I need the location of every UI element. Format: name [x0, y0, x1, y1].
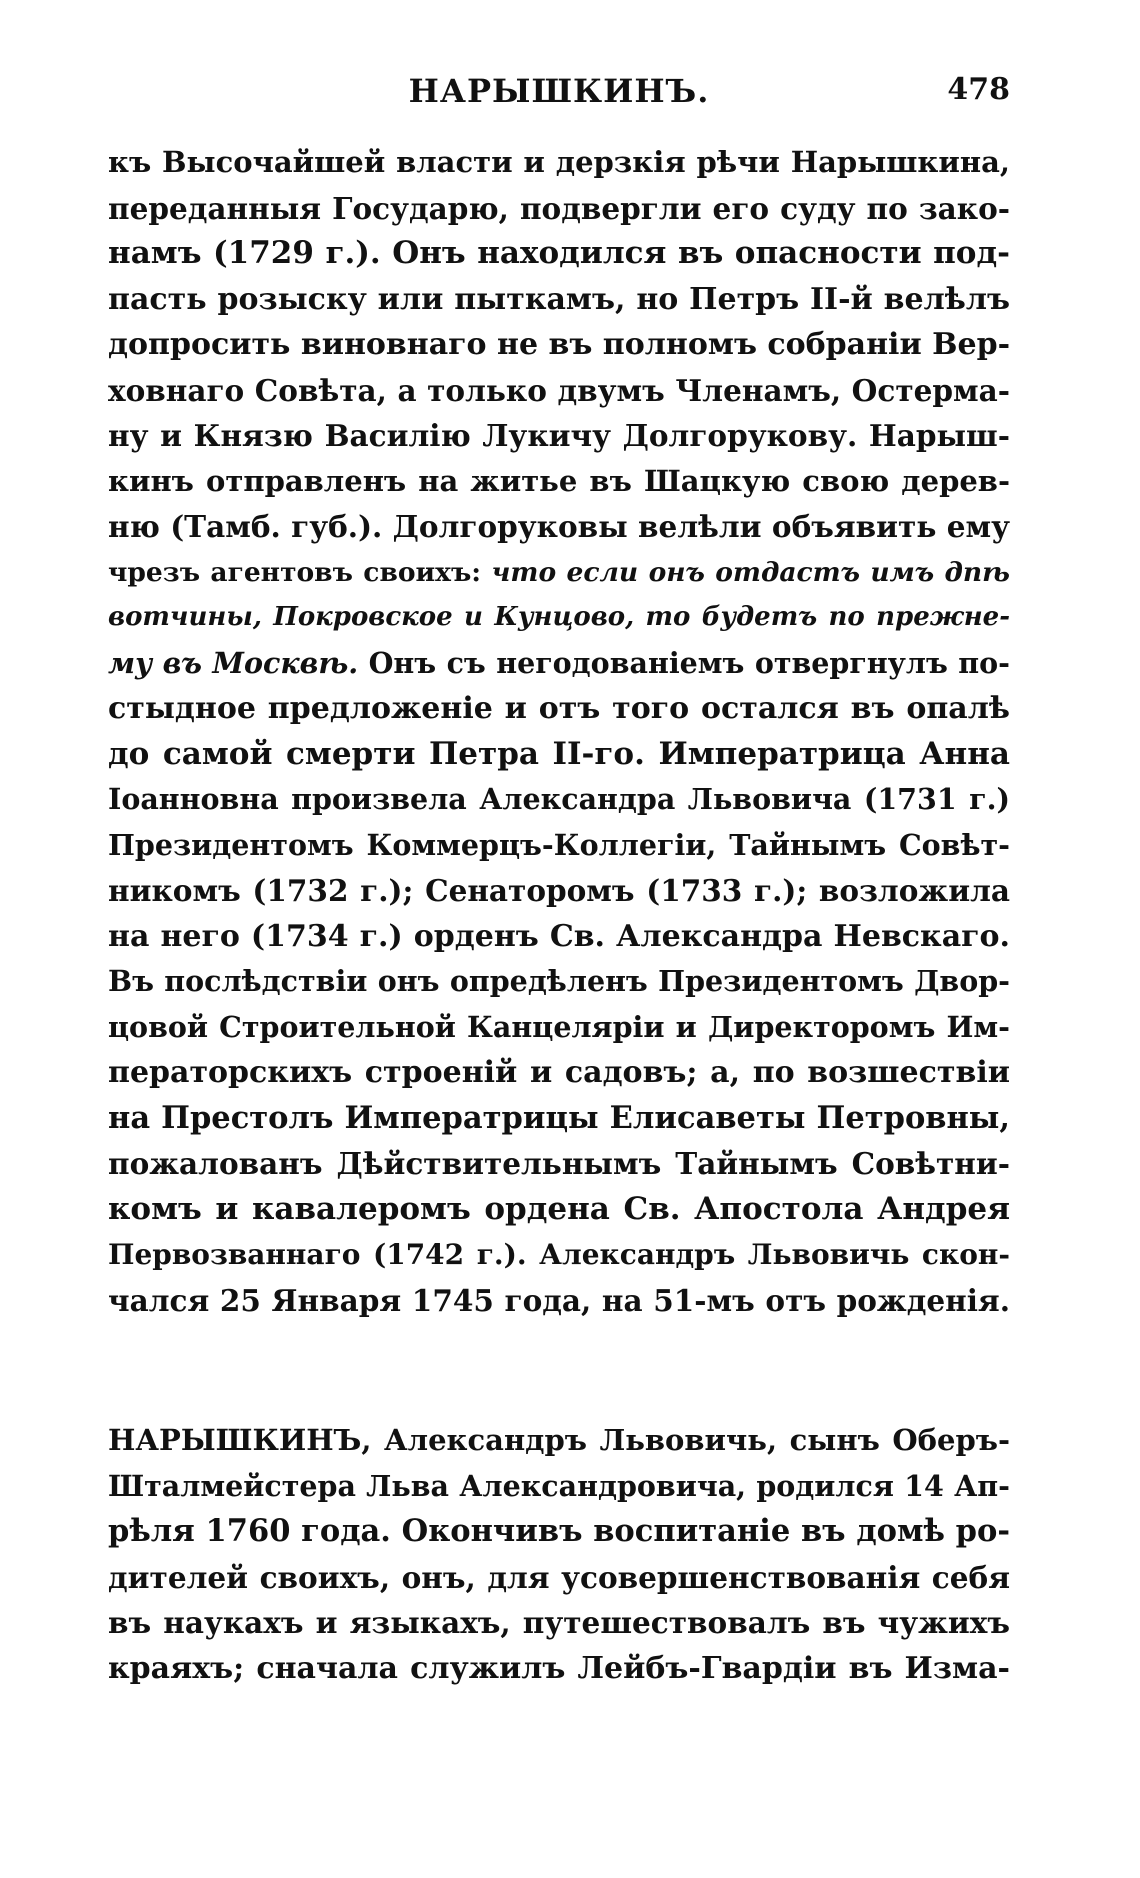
text-line — [108, 277, 1010, 323]
text-line — [108, 1464, 1010, 1510]
text-line — [108, 914, 1010, 960]
text-segment: краяхъ; сначала служилъ Лейбъ-Гвардіи въ Изма- — [108, 1650, 1010, 1686]
text-line — [108, 1096, 1010, 1142]
text-segment: Президентомъ Коммерцъ-Коллегіи, Тайнымъ Совѣт- — [108, 827, 1010, 862]
text-segment: цовой Строительной Канцеляріи и Директоромъ Им- — [108, 1009, 1010, 1044]
text-segment: на Престолъ Императрицы Елисаветы Петровны, — [108, 1099, 1010, 1136]
text-segment: ню (Тамб. губ.). Долгоруковы велѣли объявить ему — [108, 509, 1010, 544]
text-segment: на него (1734 г.) орденъ Св. Александра Невскаго. — [108, 918, 1010, 954]
text-segment: стыдное предложеніе и отъ того остался въ опалѣ — [108, 691, 1010, 726]
paragraph-continuation — [108, 140, 1010, 1323]
text-line — [108, 1418, 1010, 1464]
text-line — [108, 186, 1010, 232]
entry-headword: НАРЫШКИНЪ — [108, 1423, 362, 1457]
text-segment: Онъ съ негодованіемъ отвергнулъ по- — [358, 645, 1010, 680]
text-line — [108, 413, 1010, 459]
text-line — [108, 732, 1010, 778]
text-line — [108, 368, 1010, 414]
page-number: 478 — [947, 72, 1010, 107]
text-segment: чался 25 Января 1745 года, на 51-мъ отъ рожденія. — [108, 1282, 1010, 1318]
text-segment: намъ (1729 г.). Онъ находился въ опасности под- — [108, 235, 1010, 271]
text-line — [108, 595, 1010, 641]
text-line — [108, 231, 1010, 277]
text-line — [108, 777, 1010, 823]
text-line — [108, 959, 1010, 1005]
text-line — [108, 322, 1010, 368]
text-line — [108, 1278, 1010, 1324]
text-segment: , Александръ Львовичь, сынъ Оберъ- — [361, 1423, 1010, 1457]
text-line — [108, 1646, 1010, 1692]
text-line — [108, 1232, 1010, 1278]
text-segment: ховнаго Совѣта, а только двумъ Членамъ, Остерма- — [108, 372, 1010, 408]
text-line — [108, 1141, 1010, 1187]
text-segment: никомъ (1732 г.); Сенаторомъ (1733 г.); возложила — [108, 873, 1010, 908]
text-segment: кинъ отправленъ на житье въ Шацкую свою дерев- — [108, 463, 1010, 498]
text-line — [108, 1600, 1010, 1646]
text-segment: къ Высочайшей власти и дерзкія рѣчи Нарышкина, — [108, 145, 1010, 179]
text-segment: пасть розыску или пыткамъ, но Петръ II-й велѣлъ — [108, 281, 1010, 317]
text-segment: Шталмейстера Льва Александровича, родился 14 Ап- — [108, 1468, 1010, 1503]
text-segment: до самой смерти Петра II-го. Императрица Анна — [108, 735, 1010, 772]
text-line — [108, 140, 1010, 186]
italic-text: му въ Москвѣ. — [108, 645, 359, 680]
text-line — [108, 1555, 1010, 1601]
text-line — [108, 1187, 1010, 1233]
italic-text: что если онъ отдастъ имъ дпѣ — [491, 556, 1010, 588]
text-segment: пожалованъ Дѣйствительнымъ Тайнымъ Совѣтни- — [108, 1146, 1010, 1181]
text-line — [108, 868, 1010, 914]
page-header — [108, 72, 1010, 120]
running-head: НАРЫШКИНЪ. — [408, 72, 710, 110]
text-segment: Въ послѣдствіи онъ опредѣленъ Президентомъ Двор- — [108, 964, 1010, 998]
text-segment: чрезъ агентовъ своихъ: — [108, 556, 492, 588]
text-segment: рѣля 1760 года. Окончивъ воспитаніе въ домѣ ро- — [108, 1513, 1010, 1549]
italic-text: вотчины, Покровское и Кунцово, то будетъ по прежне- — [108, 602, 1010, 632]
paragraph-entry-naryshkin — [108, 1418, 1010, 1691]
text-line — [108, 550, 1010, 596]
text-segment: дителей своихъ, онъ, для усовершенствованія себя — [108, 1559, 1010, 1595]
text-line — [108, 1050, 1010, 1096]
text-line — [108, 686, 1010, 732]
text-segment: ну и Князю Василію Лукичу Долгорукову. Нарыш- — [108, 418, 1010, 453]
text-segment: Первозваннаго (1742 г.). Александръ Львовичь скон- — [108, 1238, 1010, 1271]
text-line — [108, 1005, 1010, 1051]
text-line — [108, 459, 1010, 505]
text-line — [108, 1509, 1010, 1555]
text-segment: ператорскихъ строеній и садовъ; а, по возшествіи — [108, 1055, 1010, 1090]
text-segment: комъ и кавалеромъ ордена Св. Апостола Андрея — [108, 1190, 1010, 1227]
text-segment: Іоанновна произвела Александра Львовича (1731 г.) — [108, 782, 1010, 816]
text-segment: въ наукахъ и языкахъ, путешествовалъ въ чужихъ — [108, 1605, 1010, 1640]
text-segment: переданныя Государю, подвергли его суду по зако- — [108, 190, 1010, 226]
text-line — [108, 823, 1010, 869]
text-segment: допросить виновнаго не въ полномъ собраніи Вер- — [108, 327, 1010, 362]
text-line — [108, 641, 1010, 687]
text-line — [108, 504, 1010, 550]
